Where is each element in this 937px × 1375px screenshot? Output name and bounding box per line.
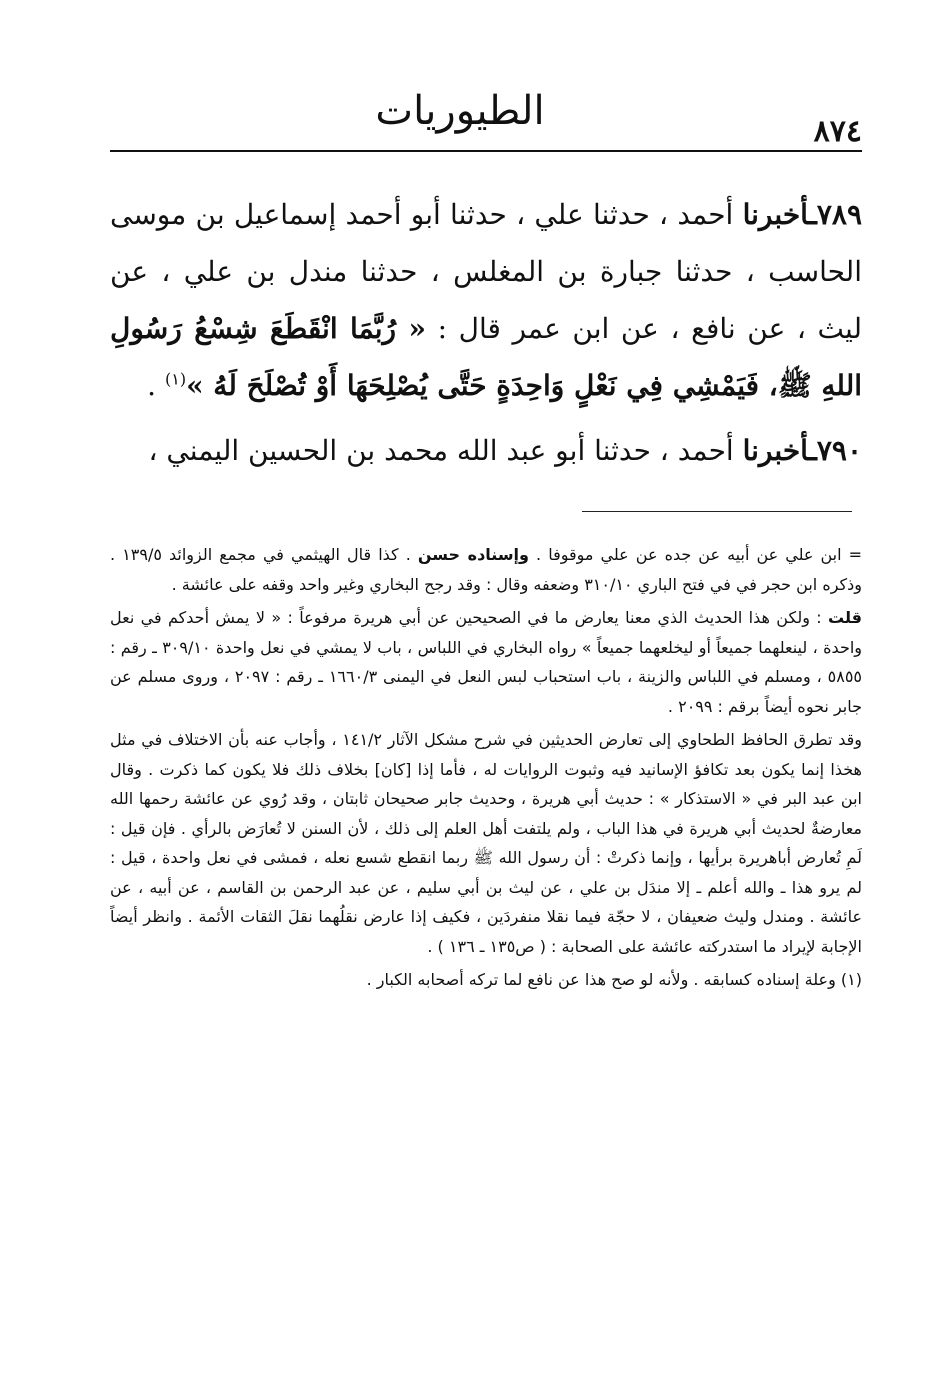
page-number: ٨٧٤	[813, 114, 862, 149]
footnote-text: وعلة إسناده كسابقه . ولأنه لو صح هذا عن نافع لما تركه أصحابه الكبار .	[366, 970, 841, 989]
running-title: الطيوريات	[375, 88, 545, 134]
hadith-number: ٧٩٠ـ	[808, 434, 862, 467]
footnote-continuation	[110, 540, 862, 599]
footnote-ref: (١)	[164, 369, 187, 389]
main-text	[110, 186, 862, 487]
qult-label: قلت	[828, 608, 862, 627]
footnote-1-label: (١)	[840, 970, 862, 989]
akhbarana-word: أخبرنا	[742, 198, 809, 231]
footnote-text: : ولكن هذا الحديث الذي معنا يعارض ما في الصحيحين عن أبي هريرة مرفوعاً : « لا يمش أحدكم في نعل واحدة ، لينعلهما جميعاً أو ليخلعهما جميعاً » رواه البخاري في اللباس ، باب لا يمشي في نعل واحدة ٣٠٩/١٠ ـ رقم : ٥٨٥٥ ، ومسلم في اللباس والزينة ، باب استحباب لبس النعل في اليمنى ١٦٦٠/٣ ـ رقم : ٢٠٩٧ ، وروى مسلم عن جابر نحوه أيضاً برقم : ٢٠٩٩ .	[110, 608, 863, 716]
footnote-qult	[110, 603, 862, 721]
header-rule	[110, 150, 862, 152]
hadith-number: ٧٨٩ـ	[808, 198, 862, 231]
akhbarana-word: أخبرنا	[742, 434, 809, 467]
hadith-end: .	[147, 369, 165, 402]
page-header	[110, 88, 862, 150]
hadith-isnad: أحمد ، حدثنا أبو عبد الله محمد بن الحسين اليمني ،	[148, 434, 743, 467]
hadith-isnad: أحمد ، حدثنا علي ، حدثنا أبو أحمد إسماعيل بن موسى الحاسب ، حدثنا جبارة بن المغلس ، حدثنا مندل بن علي ، عن ليث ، عن نافع ، عن ابن عمر قال :	[110, 198, 862, 345]
footnote-tahawi: وقد تطرق الحافظ الطحاوي إلى تعارض الحديثين في شرح مشكل الآثار ١٤١/٢ ، وأجاب عنه بأن الاختلاف في مثل هخذا إنما يكون بعد تكافؤ الإسانيد فيه وثبوت الروايات له ، فأما إذا [كان] بخلاف ذلك فلا يكون كما ذكرت . وقال ابن عبد البر في « الاستذكار » : حديث أبي هريرة ، وحديث جابر صحيحان ثابتان ، وقد رُوي عن عائشة رحمها الله معارضةٌ لحديث أبي هريرة في هذا الباب ، ولم يلتفت أهل العلم إلى ذلك ، لأن السنن لا تُعارَض بالرأي . فإن قيل : لَمِ تُعارض أباهريرة برأيها ، وإنما ذكرتْ : أن رسول الله ﷺ ربما انقطع شسع نعله ، فمشى في نعل واحدة ، قيل : لم يرو هذا ـ والله أعلم ـ إلا مندَل بن علي ، عن ليث بن أبي سليم ، عن عبد الرحمن بن القاسم ، عن أبيه ، عن عائشة . ومندل وليث ضعيفان ، لا حجّة فيما نقلا منفردَين ، فكيف إذا عارض نقلُهما نقلَ الثقات الأئمة . وانظر أيضاً الإجابة لإيراد ما استدركته عائشة على الصحابة : ( ص١٣٥ ـ ١٣٦ ) .	[110, 730, 863, 956]
footnote-text: = ابن علي عن أبيه عن جده عن علي موقوفا .	[529, 545, 863, 564]
footnotes	[110, 540, 862, 995]
hadith-matn: « رُبَّمَا انْقَطَعَ شِسْعُ رَسُولِ اللهِ ﷺ، فَيَمْشِي فِي نَعْلٍ وَاحِدَةٍ حَتَّى يُصْلِحَهَا أَوْ تُصْلَحَ لَهُ »	[110, 312, 862, 402]
footnote-rule	[582, 511, 852, 512]
hadith-789	[110, 186, 862, 414]
footnote-1	[110, 965, 862, 995]
footnote-text: . كذا قال الهيثمي في مجمع الزوائد ١٣٩/٥ . وذكره ابن حجر في في فتح الباري ٣١٠/١٠ وضعفه وقال : وقد رجح البخاري وغير واحد وقفه على عائشة .	[110, 545, 862, 594]
hadith-790	[110, 422, 862, 479]
footnote-bold-text: وإسناده حسن	[417, 545, 529, 564]
